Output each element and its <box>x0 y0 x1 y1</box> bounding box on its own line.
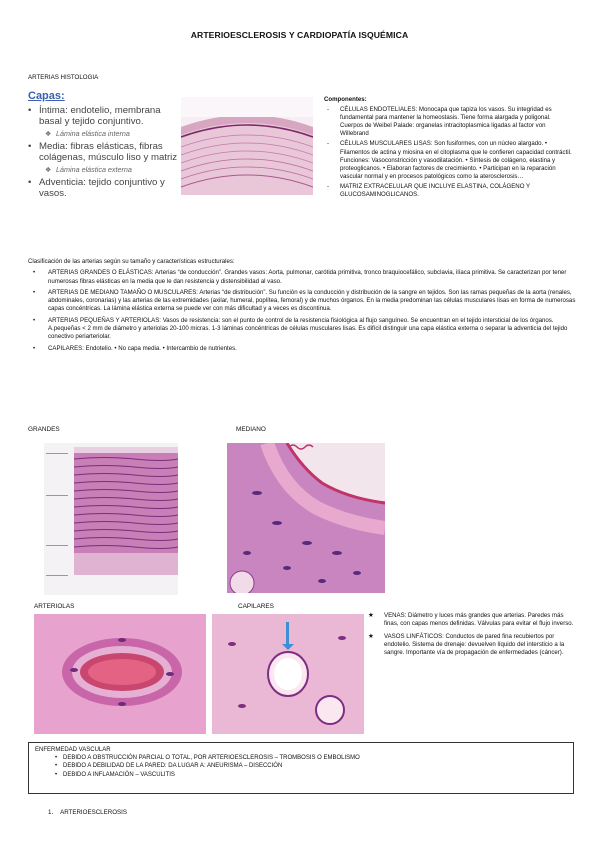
label-grandes: GRANDES <box>28 426 60 433</box>
componentes-head: Componentes: <box>324 96 367 103</box>
numbered-heading: 1. ARTERIOESCLEROSIS <box>48 809 127 816</box>
label-mediano: MEDIANO <box>236 426 266 433</box>
capas-title: Capas: <box>28 90 65 102</box>
diamond-icon: ❖ <box>45 129 52 138</box>
label-arteriolas: ARTERIOLAS <box>34 603 75 610</box>
capa-intima: • Íntima: endotelio, membrana basal y tejido conjuntivo. <box>28 105 161 127</box>
clasificacion-item: • CAPILARES: Endotelio. • No capa media. • Intercambio de nutrientes. <box>33 344 237 352</box>
clasificacion-item: • ARTERIAS GRANDES O ELÁSTICAS: Arterias “de conducción”. Grandes vasos: Aorta, pulmonar, carótida primitiva, tronco braquiocefálico, subclavia, ilíaca primitiva. Se caracterizan por tener numerosas fibras elásticas en la media que le dan resistencia y distensibilidad al vaso. <box>33 269 567 285</box>
enfermedad-item: • DEBIDO A INFLAMACIÓN – VASCULITIS <box>55 771 175 778</box>
componente-item: - CÉLULAS ENDOTELIALES: Monocapa que tapiza los vasos. Su integridad es fundamental para mantener la homeostasis. Tiene forma alargada y poligonal. Cuerpos de Weibel Palade: organelas intracitoplasmica ligadas al factor von Willebrand <box>327 106 552 138</box>
componente-item: - CÉLULAS MUSCULARES LISAS: Son fusiformes, con un núcleo alargado. • Filamentos de actina y miosina en el citoplasma que le confieren capacidad contráctil. Funciones: Vasoconstricción y vasodilatación. • Síntesis de colágeno, elastina y proteoglicanos. • Elaboran factores de crecimiento. • Participan en la reparación vascular normal y en procesos patológicos como la aterosclerosis… <box>327 140 572 180</box>
capa-intima-sub: ❖ Lámina elástica interna <box>45 129 130 138</box>
enfermedad-item: • DEBIDO A DEBILIDAD DE LA PARED: DA LUGAR A: ANEURISMA – DISECCIÓN <box>55 763 283 770</box>
side-note-linfaticos: ★ VASOS LINFÁTICOS: Conductos de pared fina recubiertos por endotelio. Sistema de drenaje: devuelven líquido del intersticio a la sangre. Importante vía de propagación de enfermedades (cáncer). <box>368 632 565 657</box>
histology-label: ARTERIAS HISTOLOGIA <box>28 74 99 81</box>
componentes-section <box>324 96 572 201</box>
mediano-image <box>227 443 385 593</box>
componente-item: - MATRIZ EXTRACELULAR QUE INCLUYE ELASTINA, COLÁGENO Y GLUCOSAMINOGLICANOS. <box>327 182 530 199</box>
capa-adventicia: • Adventicia: tejido conjuntivo y vasos. <box>28 177 165 199</box>
star-icon: ★ <box>368 612 374 619</box>
artery-layers-image <box>181 97 313 195</box>
side-note-venas: ★ VENAS: Diámetro y luces más grandes que arterias. Paredes más finas, con capas menos definidas. Válvulas para evitar el flujo inverso. <box>368 612 574 628</box>
clasificacion-intro: Clasificación de las arterias según su tamaño y características estructurales: <box>28 258 235 265</box>
side-notes <box>368 612 578 661</box>
page-title: ARTERIOESCLEROSIS Y CARDIOPATÍA ISQUÉMICA <box>190 30 409 40</box>
capa-media: • Media: fibras elásticas, fibras colágenas, músculo liso y matriz <box>28 141 178 163</box>
capa-media-sub: ❖ Lámina elástica externa <box>45 165 132 174</box>
clasificacion-item: • ARTERIAS PEQUEÑAS Y ARTERIOLAS: Vasos de resistencia: son el punto de control de la resistencia fisiológica al flujo sanguíneo. Se encuentran en el tejido intersticial de los órganos. A.pequeñas < 2 mm de diámetro y arteriolas 20-100 micras. 1-3 láminas concéntricas de células musculares lisas. Es difícil distinguir una capa elástica externa o separar la adventicia del tejido conectivo periarteriolar. <box>33 316 568 341</box>
grandes-image <box>44 443 178 595</box>
capilares-image <box>212 614 364 734</box>
label-capilares: CAPILARES <box>238 603 274 610</box>
enfermedad-item: • DEBIDO A OBSTRUCCIÓN PARCIAL O TOTAL, POR ARTERIOESCLEROSIS – TROMBOSIS O EMBOLISMO <box>55 755 360 762</box>
capas-slide <box>28 90 178 240</box>
clasificacion-item: • ARTERIAS DE MEDIANO TAMAÑO O MUSCULARES: Arterias “de distribución”. Su función es la conducción y distribución de la sangre en tejidos. Son las ramas pequeñas de la aorta (renales, abdominales, coronarias) y las arterias de las extremidades (axilar, humeral, poplítea, femoral) y de muchos órganos. En la media predominan las células musculares lisas en forma de numerosas capas concéntricas. La lámina elástica externa se puede ver con más dificultad y a veces es discontinua. <box>33 288 576 313</box>
diamond-icon: ❖ <box>45 165 52 174</box>
enfermedad-vascular-box <box>28 742 574 794</box>
arteriolas-image <box>34 614 206 734</box>
clasificacion-section <box>28 258 576 356</box>
enfermedad-title: ENFERMEDAD VASCULAR <box>35 747 111 753</box>
star-icon: ★ <box>368 632 374 640</box>
